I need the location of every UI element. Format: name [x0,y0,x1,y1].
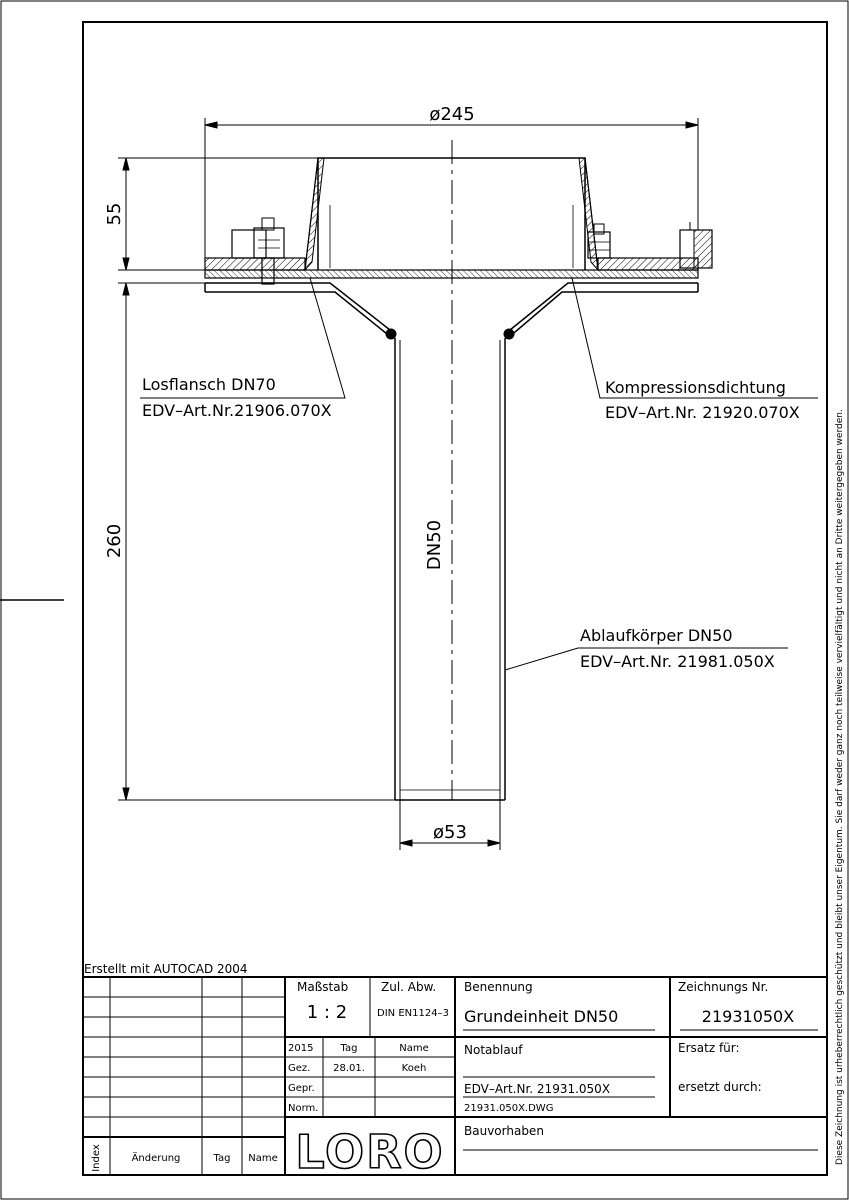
rev-tag-label: Tag [213,1153,231,1164]
callout-kompression-name: Kompressionsdichtung [605,378,786,397]
notablauf: Notablauf [464,1043,523,1057]
callout-ablauf-name: Ablaufkörper DN50 [580,626,733,645]
rev-change-label: Änderung [131,1153,181,1164]
replacement-for-label: Ersatz für: [678,1041,740,1055]
callout-ablauf-art: EDV–Art.Nr. 21981.050X [580,652,775,671]
gepr-label: Gepr. [288,1083,315,1094]
gez-label: Gez. [288,1063,311,1074]
name-label: Benennung [464,980,533,994]
scale-label: Maßstab [297,980,349,994]
dwg-file: 21931.050X.DWG [464,1103,554,1114]
year: 2015 [288,1043,314,1054]
tag-label: Tag [340,1043,358,1054]
name-col-label: Name [399,1043,429,1054]
dim-flange-height: 55 [104,202,125,226]
tolerance-value: DIN EN1124–3 [377,1008,449,1019]
tolerance-label: Zul. Abw. [381,980,437,994]
gez-name: Koeh [401,1063,427,1074]
rev-name-label: Name [248,1153,278,1164]
callout-losflansch-art: EDV–Art.Nr.21906.070X [142,401,332,420]
copyright-notice: Diese Zeichnung ist urheberrechtlich geschützt und bleibt unser Eigentum. Sie darf weder ganz noch teilweise vervielfältigt und nicht an Dritte weitergegeben werden. [835,409,845,1165]
project-label: Bauvorhaben [464,1124,544,1138]
edv-art-number: EDV–Art.Nr. 21931.050X [464,1082,611,1096]
drawing-no-label: Zeichnungs Nr. [678,980,769,994]
callout-losflansch-name: Losflansch DN70 [142,375,276,394]
dimensions [118,118,818,850]
replaced-by-label: ersetzt durch: [678,1080,762,1094]
dim-bottom-diameter: ø53 [433,822,467,843]
gez-date: 28.01. [333,1063,365,1074]
name-value: Grundeinheit DN50 [464,1007,619,1026]
loro-logo: LORO [295,1125,445,1179]
callout-kompression-art: EDV–Art.Nr. 21920.070X [605,403,800,422]
pipe-label: DN50 [424,519,445,571]
dim-body-length: 260 [104,523,125,559]
drawing-no-value: 21931050X [701,1007,795,1026]
rev-index-label: Index [91,1144,102,1172]
created-with: Erstellt mit AUTOCAD 2004 [84,962,248,976]
scale-value: 1 : 2 [306,1002,348,1023]
dim-top-diameter: ø245 [429,104,475,125]
norm-label: Norm. [288,1103,319,1114]
drain-drawing [205,140,712,800]
